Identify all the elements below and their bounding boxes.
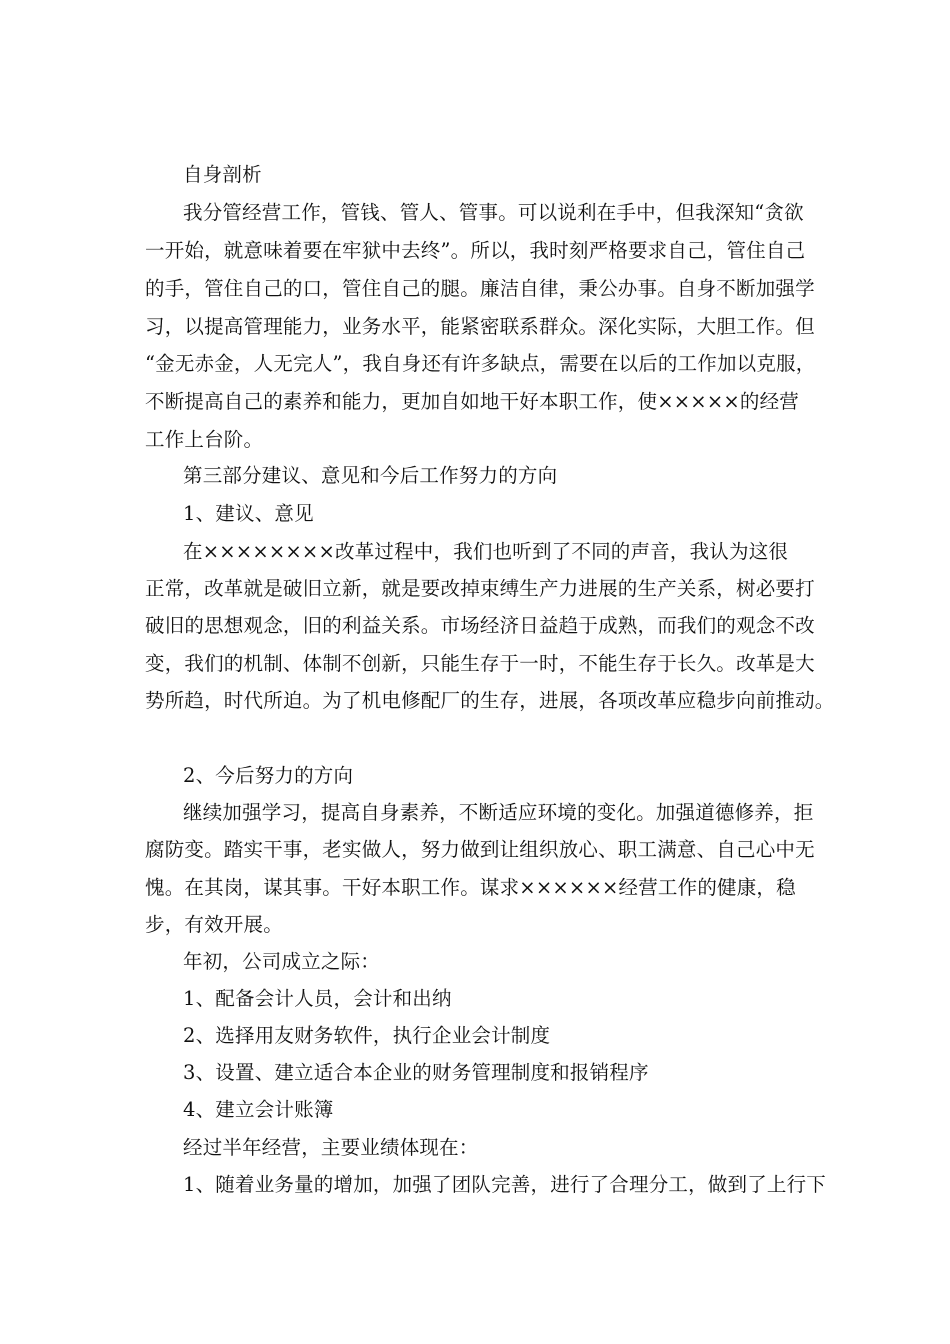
list-item: 2、选择用友财务软件，执行企业会计制度 bbox=[183, 1024, 551, 1047]
paragraph-line: 经过半年经营，主要业绩体现在： bbox=[183, 1136, 479, 1159]
paragraph-line: 年初，公司成立之际： bbox=[183, 950, 381, 973]
paragraph-line: 我分管经营工作，管钱、管人、管事。可以说利在手中，但我深知“贪欲 bbox=[183, 201, 804, 224]
paragraph-line: 习，以提高管理能力，业务水平，能紧密联系群众。深化实际，大胆工作。但 bbox=[145, 315, 815, 338]
paragraph-line: 工作上台阶。 bbox=[145, 428, 264, 451]
paragraph-line: 腐防变。踏实干事，老实做人，努力做到让组织放心、职工满意、自己心中无 bbox=[145, 838, 815, 861]
paragraph-line: 在××××××××改革过程中，我们也听到了不同的声音，我认为这很 bbox=[183, 540, 789, 563]
paragraph-line: 愧。在其岗，谋其事。干好本职工作。谋求××××××经营工作的健康，稳 bbox=[145, 876, 796, 899]
list-item: 3、设置、建立适合本企业的财务管理制度和报销程序 bbox=[183, 1061, 649, 1084]
subheading-future-direction: 2、今后努力的方向 bbox=[183, 764, 354, 787]
paragraph-line: 一开始，就意味着要在牢狱中去终”。所以，我时刻严格要求自己，管住自己 bbox=[145, 239, 806, 262]
paragraph-line: 步，有效开展。 bbox=[145, 913, 283, 936]
paragraph-line: 不断提高自己的素养和能力，更加自如地干好本职工作，使×××××的经营 bbox=[145, 390, 799, 413]
section-heading-self-analysis: 自身剖析 bbox=[183, 163, 262, 186]
section-heading-part-three: 第三部分建议、意见和今后工作努力的方向 bbox=[183, 464, 558, 487]
list-item: 1、随着业务量的增加，加强了团队完善，进行了合理分工，做到了上行下 bbox=[183, 1173, 827, 1196]
subheading-suggestions: 1、建议、意见 bbox=[183, 502, 314, 525]
paragraph-line: 势所趋，时代所迫。为了机电修配厂的生存，进展，各项改革应稳步向前推动。 bbox=[145, 689, 835, 712]
paragraph-line: 的手，管住自己的口，管住自己的腿。廉洁自律，秉公办事。自身不断加强学 bbox=[145, 277, 815, 300]
paragraph-line: 继续加强学习，提高自身素养，不断适应环境的变化。加强道德修养，拒 bbox=[183, 801, 814, 824]
paragraph-line: 破旧的思想观念，旧的利益关系。市场经济日益趋于成熟，而我们的观念不改 bbox=[145, 614, 815, 637]
list-item: 4、建立会计账簿 bbox=[183, 1098, 334, 1121]
paragraph-line: 变，我们的机制、体制不创新，只能生存于一时，不能生存于长久。改革是大 bbox=[145, 652, 815, 675]
paragraph-line: 正常，改革就是破旧立新，就是要改掉束缚生产力进展的生产关系，树必要打 bbox=[145, 577, 815, 600]
paragraph-line: “金无赤金，人无完人”，我自身还有许多缺点，需要在以后的工作加以克服， bbox=[145, 352, 816, 375]
list-item: 1、配备会计人员，会计和出纳 bbox=[183, 987, 452, 1010]
